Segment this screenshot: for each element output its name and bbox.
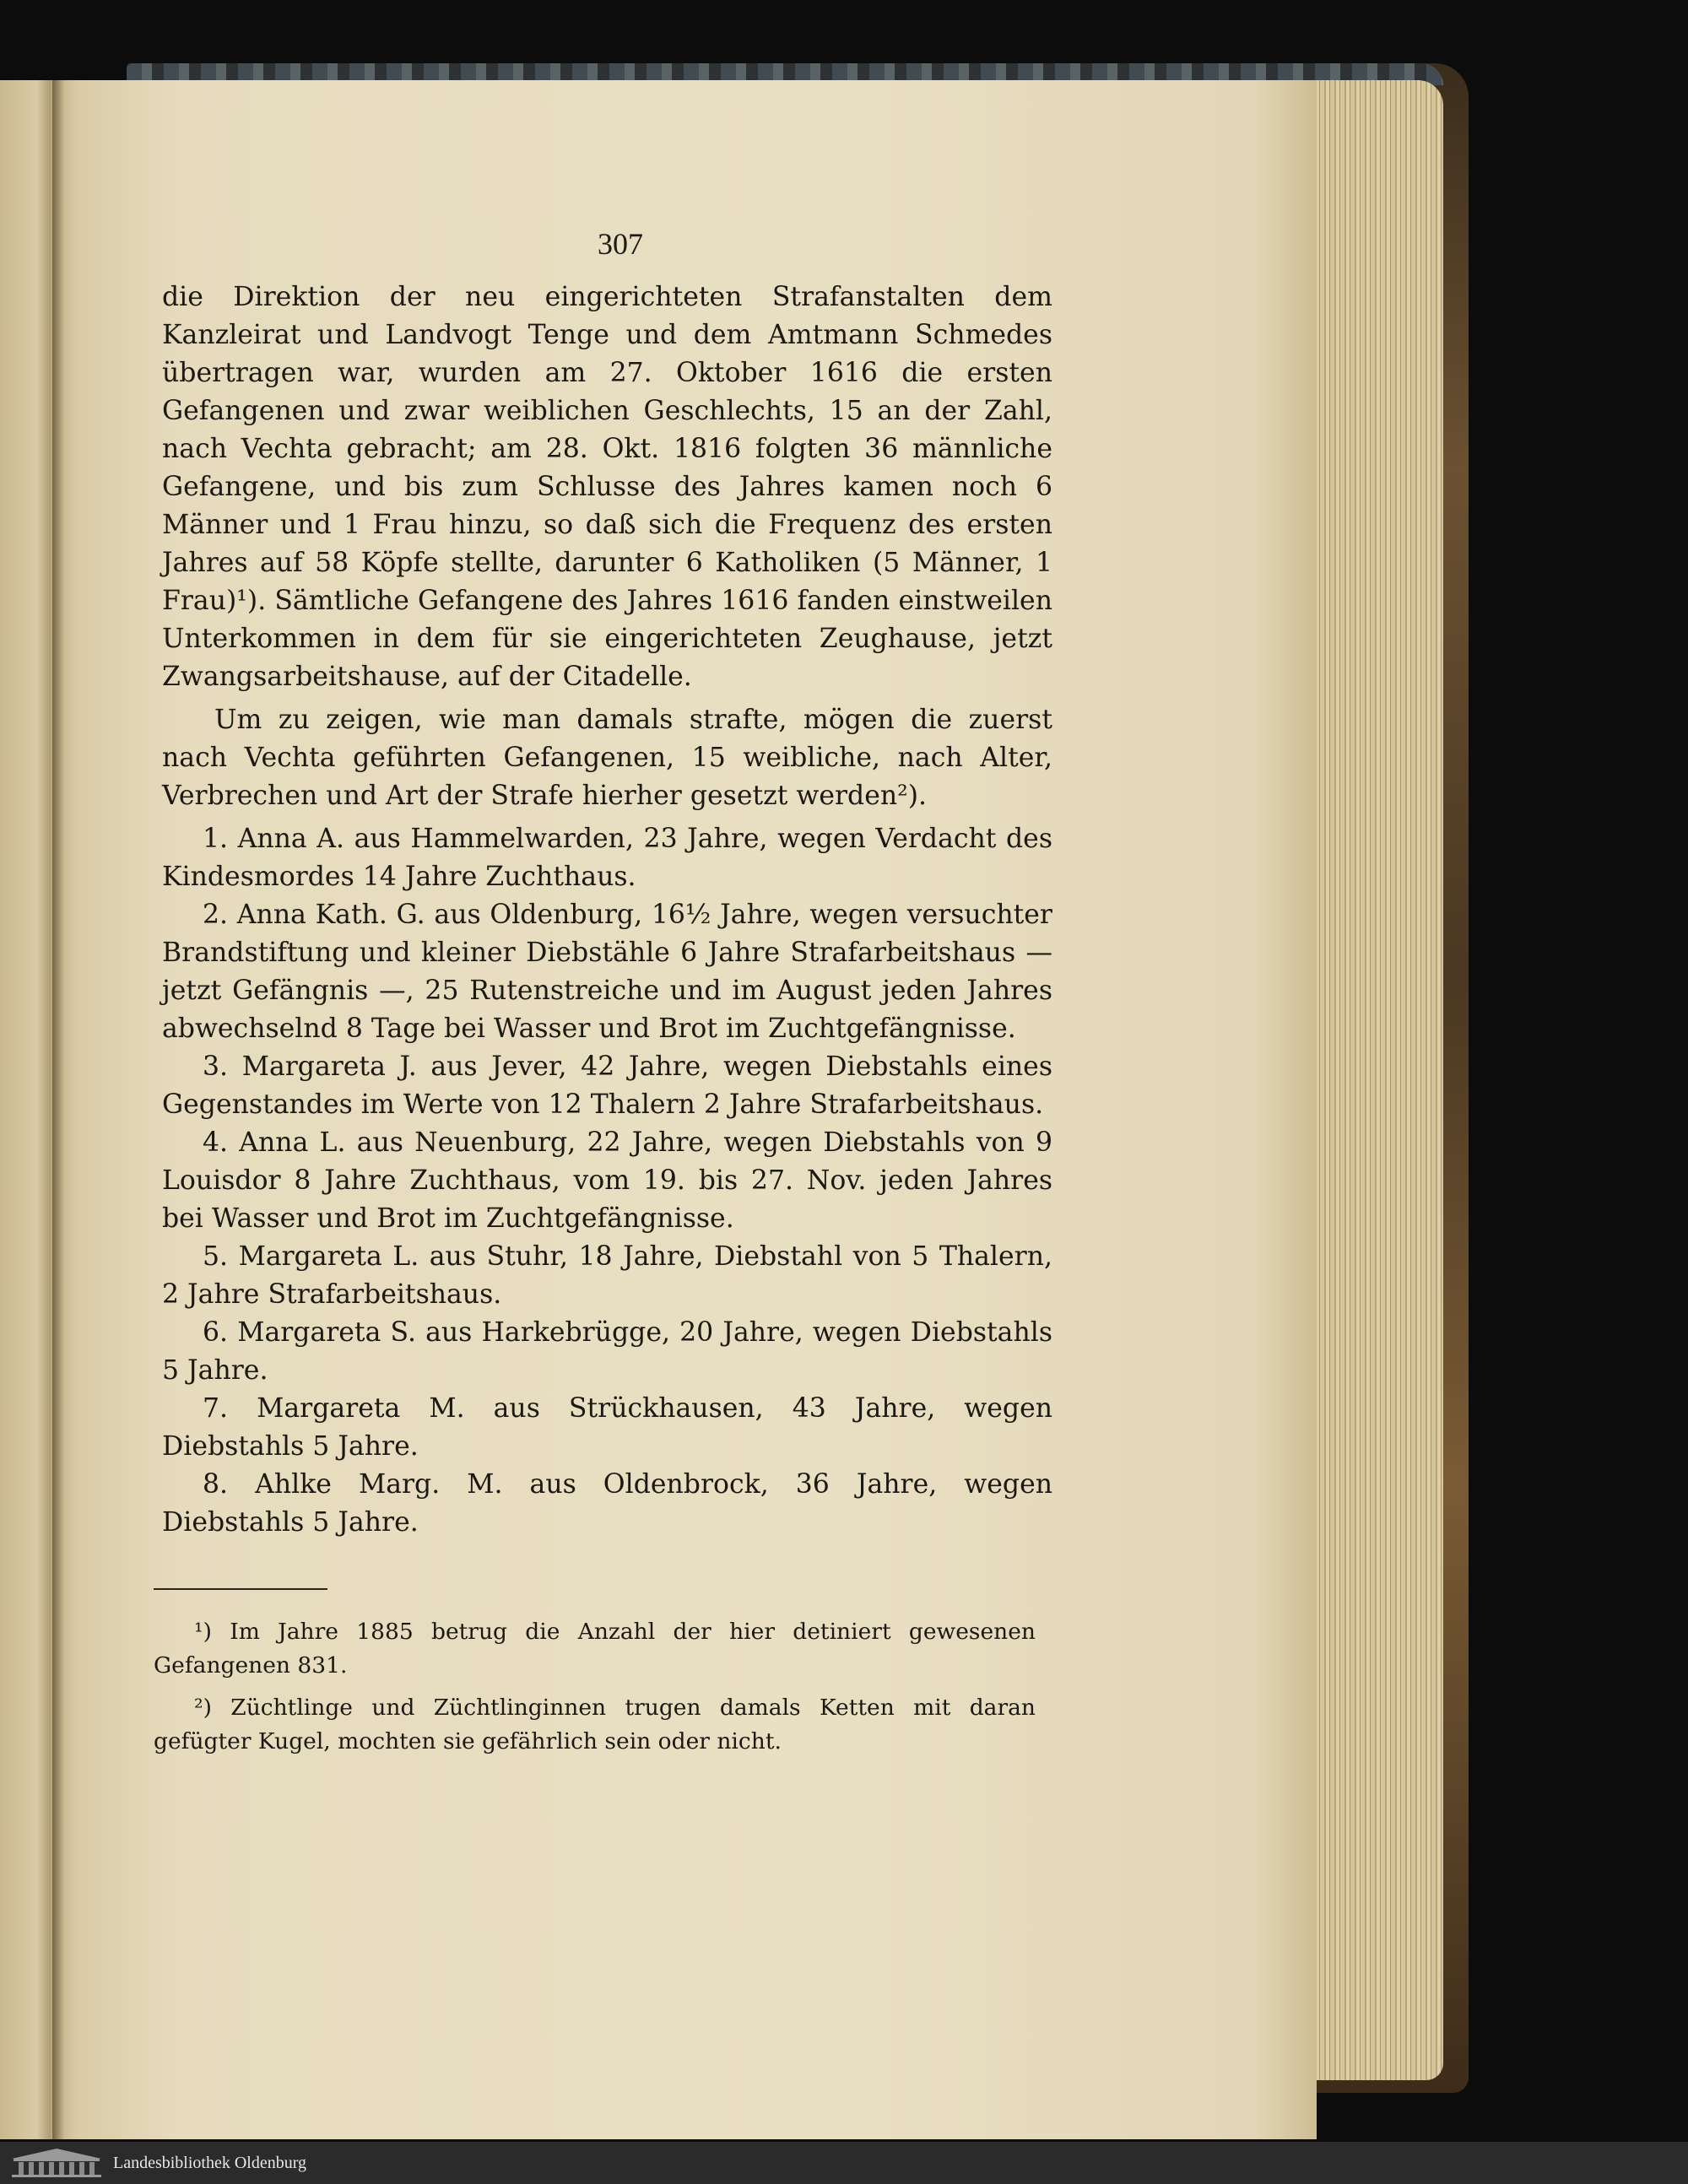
page-body-text	[162, 278, 1052, 1542]
list-item: 4. Anna L. aus Neuenburg, 22 Jahre, wegen Diebstahls von 9 Louisdor 8 Jahre Zuchthaus, vom 19. bis 27. Nov. jeden Jahres bei Wasser und Brot im Zuchtgefängnisse.	[162, 1127, 1052, 1234]
footer-library-label: Landesbibliothek Oldenburg	[113, 2154, 307, 2172]
footnote-divider	[154, 1588, 327, 1590]
body-paragraph-2: Um zu zeigen, wie man damals strafte, mögen die zuerst nach Vechta geführten Gefangenen, 15 weibliche, nach Alter, Verbrechen und Art der Strafe hierher gesetzt werden²).	[162, 705, 1052, 811]
left-facing-page	[0, 80, 52, 2139]
list-item: 8. Ahlke Marg. M. aus Oldenbrock, 36 Jahre, wegen Diebstahls 5 Jahre.	[162, 1469, 1052, 1538]
spine-shadow	[52, 80, 64, 2139]
body-paragraph-1: die Direktion der neu eingerichteten Strafanstalten dem Kanzleirat und Landvogt Tenge und dem Amtmann Schmedes übertragen war, wurden am 27. Oktober 1616 die ersten Gefangenen und zwar weiblichen Geschlechts, 15 an der Zahl, nach Vechta gebracht; am 28. Okt. 1816 folgten 36 männliche Gefangene, und bis zum Schlusse des Jahres kamen noch 6 Männer und 1 Frau hinzu, so daß sich die Frequenz des ersten Jahres auf 58 Köpfe stellte, darunter 6 Katholiken (5 Männer, 1 Frau)¹). Sämtliche Gefangene des Jahres 1616 fanden einstweilen Unterkommen in dem für sie eingerichteten Zeughause, jetzt Zwangsarbeitshause, auf der Citadelle.	[162, 282, 1052, 692]
list-item: 2. Anna Kath. G. aus Oldenburg, 16½ Jahre, wegen versuchter Brandstiftung und kleiner Diebstähle 6 Jahre Strafarbeitshaus — jetzt Gefängnis —, 25 Rutenstreiche und im August jeden Jahres abwechselnd 8 Tage bei Wasser und Brot im Zuchtgefängnisse.	[162, 900, 1052, 1044]
footnote-1: ¹) Im Jahre 1885 betrug die Anzahl der hier detiniert gewesenen Gefangenen 831.	[154, 1619, 1036, 1679]
footer-bar	[0, 2142, 1688, 2184]
list-item: 3. Margareta J. aus Jever, 42 Jahre, wegen Diebstahls eines Gegenstandes im Werte von 12 Thalern 2 Jahre Strafarbeitshaus.	[162, 1051, 1052, 1120]
list-item: 1. Anna A. aus Hammelwarden, 23 Jahre, wegen Verdacht des Kindesmordes 14 Jahre Zuchthaus.	[162, 824, 1052, 892]
list-item: 7. Margareta M. aus Strückhausen, 43 Jahre, wegen Diebstahls 5 Jahre.	[162, 1393, 1052, 1462]
footnotes	[154, 1615, 1036, 1767]
page-edge-stack	[1300, 80, 1443, 2080]
footnote-2: ²) Züchtlinge und Züchtlinginnen trugen damals Ketten mit daran gefügter Kugel, mochten sie gefährlich sein oder nicht.	[154, 1695, 1036, 1754]
library-building-icon	[7, 2147, 106, 2179]
list-item: 5. Margareta L. aus Stuhr, 18 Jahre, Diebstahl von 5 Thalern, 2 Jahre Strafarbeitshaus.	[162, 1241, 1052, 1310]
list-item: 6. Margareta S. aus Harkebrügge, 20 Jahre, wegen Diebstahls 5 Jahre.	[162, 1317, 1052, 1386]
page-number: 307	[598, 227, 643, 261]
